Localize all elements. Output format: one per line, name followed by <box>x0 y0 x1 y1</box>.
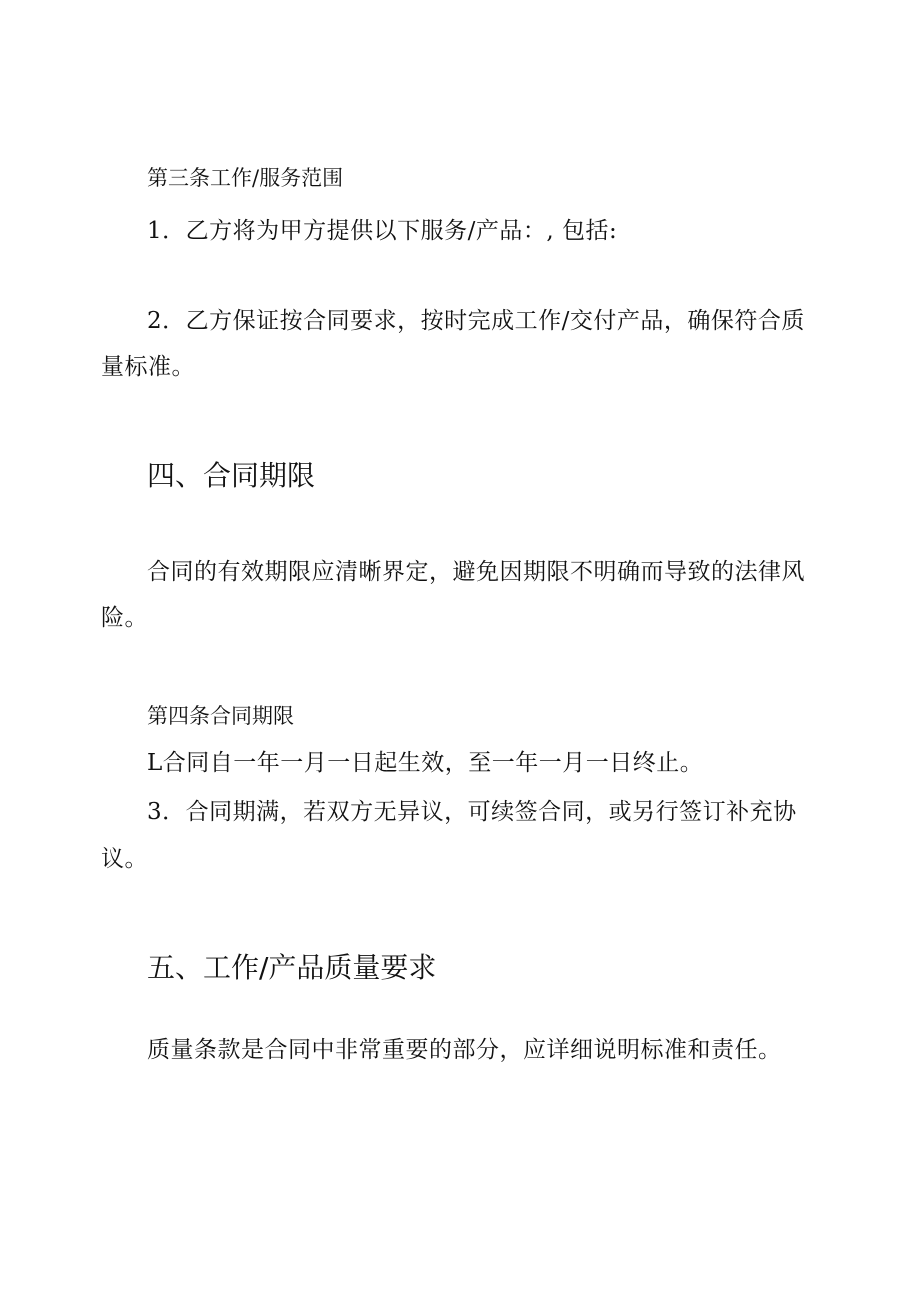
clause-4-item-3-line-1: 3．合同期满，若双方无异议，可续签合同，或另行签订补充协 <box>147 799 797 825</box>
clause-3-item-2-line-1: 2．乙方保证按合同要求，按时完成工作/交付产品，确保符合质 <box>147 308 805 334</box>
clause-4-item-1: L合同自一年一月一日起生效，至一年一月一日终止。 <box>147 750 704 776</box>
clause-4-item-3-line-2: 议。 <box>101 846 148 872</box>
section-4-paragraph-line-2: 险。 <box>101 605 148 631</box>
clause-3-item-1: 1．乙方将为甲方提供以下服务/产品：, 包括: <box>147 218 618 244</box>
clause-4-title: 第四条合同期限 <box>147 704 294 728</box>
clause-3-item-2-line-2: 量标准。 <box>101 354 195 380</box>
clause-3-title: 第三条工作/服务范围 <box>147 166 344 190</box>
section-5-heading: 五、工作/产品质量要求 <box>147 951 437 984</box>
section-4-paragraph-line-1: 合同的有效期限应清晰界定，避免因期限不明确而导致的法律风 <box>147 559 805 585</box>
section-4-heading: 四、合同期限 <box>147 459 316 492</box>
section-5-paragraph: 质量条款是合同中非常重要的部分，应详细说明标准和责任。 <box>147 1037 782 1063</box>
